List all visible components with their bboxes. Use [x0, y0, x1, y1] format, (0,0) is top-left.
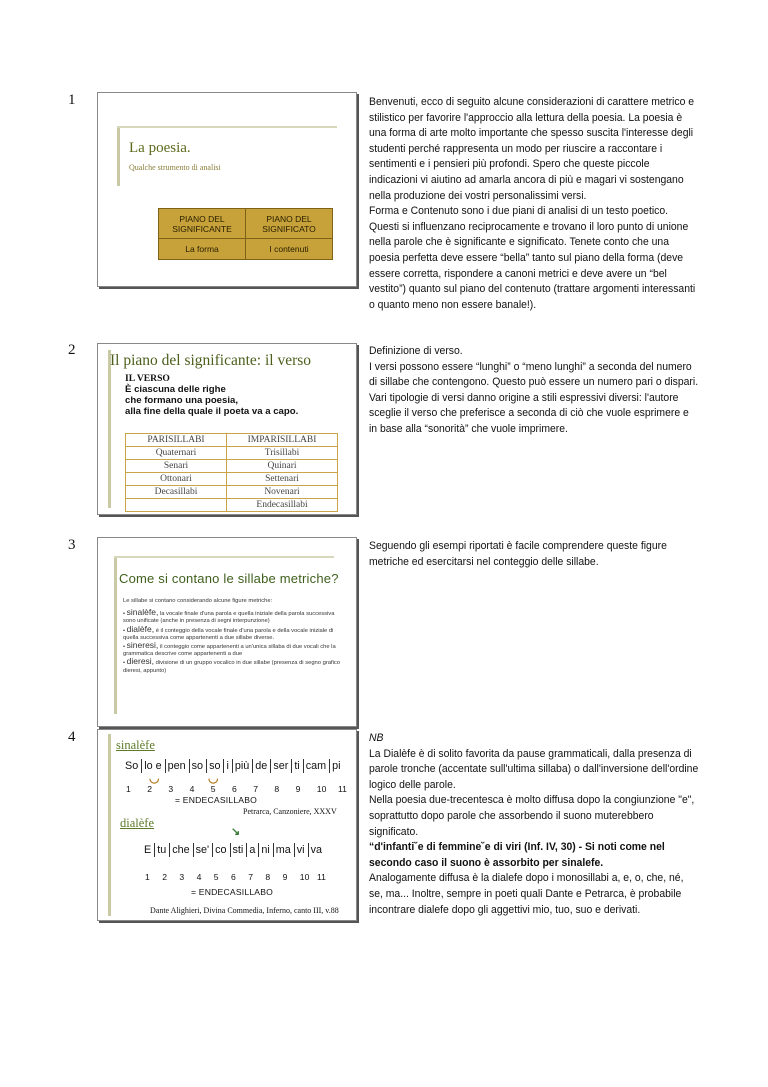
slide-2: [97, 343, 357, 515]
syllable: se': [194, 843, 213, 857]
table-header: PARISILLABI: [126, 434, 227, 447]
syllable-number: 10: [316, 784, 327, 794]
syllable: co: [213, 843, 230, 857]
syllable-number: 3: [168, 784, 174, 794]
syllable-number: 2: [162, 872, 167, 882]
slide-1: [97, 92, 357, 287]
note-paragraph: Seguendo gli esempi riportati è facile comprendere queste figure metriche ed esercitarsi nel conteggio delle sillabe.: [369, 540, 667, 568]
syllable-number: 7: [248, 872, 253, 882]
syllable: ma: [274, 843, 295, 857]
term: sinalèfe,: [126, 607, 159, 618]
slide-title: La poesia.: [129, 140, 191, 156]
figures-list: [123, 598, 348, 675]
syllable-number: 6: [231, 872, 236, 882]
endecasillabo-label: = ENDECASILLABO: [191, 887, 274, 897]
slide-subtitle: Qualche strumento di analisi: [129, 163, 221, 172]
syllable: che: [170, 843, 193, 857]
syllable: più: [233, 759, 253, 773]
dialefe-heading: dialèfe: [120, 816, 155, 830]
planes-table: [158, 208, 333, 260]
sinalefe-mark-icon: ◡: [208, 771, 219, 785]
note-heading: NB: [369, 732, 384, 744]
term: dieresi,: [126, 656, 155, 667]
note-paragraph: Analogamente diffusa è la dialefe dopo i monosillabi a, e, o, che, né, se, ma... Inoltre, sempre in poeti quali Dante e Petrarca, è probabile incontrare dialefe dopo gli aggettivi mio, tuo, suo e derivati.: [369, 872, 684, 916]
verso-line: che formano una poesia,: [125, 395, 239, 406]
table-cell: I contenuti: [246, 239, 333, 260]
verso-line: È ciascuna delle righe: [125, 384, 226, 395]
list-item: • dialèfe, è il conteggio della vocale finale d'una parola e della vocale iniziale di quella successiva come appartenenti a due sillabe diverse.: [123, 623, 334, 641]
notes-2: [369, 344, 699, 438]
sinalefe-mark-icon: ◡: [149, 771, 160, 785]
syllable-number: 4: [196, 872, 202, 882]
notes-4: [369, 731, 699, 918]
verso-definition: [125, 373, 298, 417]
note-paragraph: La Dialèfe è di solito favorita da pause grammaticali, dalla presenza di parole tronche (accentate sull'ultima sillaba) o dall'inversione dell'ordine logico delle parole.: [369, 747, 699, 791]
table-cell: Novenari: [227, 486, 338, 499]
syllable-number: 6: [232, 784, 237, 794]
table-header: IMPARISILLABI: [227, 434, 338, 447]
citation: Dante Alighieri, Divina Commedia, Inferno, canto III, v.88: [150, 906, 339, 915]
syllable-number: 5: [210, 784, 216, 794]
intro-text: Le sillabe si contano considerando alcune figure metriche:: [123, 598, 273, 604]
note-paragraph: Vari tipologie di versi danno origine a stili espressivi diversi: l'autore sceglie il verso che preferisce a seconda di ciò che vuole esprimere e in base alla “sonorità” che vuole imprimere.: [369, 391, 689, 435]
syllable-number: 8: [265, 872, 271, 882]
slide-number: 4: [68, 729, 76, 745]
table-header: PIANO DEL SIGNIFICANTE: [159, 209, 246, 239]
syllable: pi: [332, 760, 341, 772]
term: sineresi,: [126, 640, 159, 651]
syllable-number: 5: [213, 872, 219, 882]
table-header: PIANO DEL SIGNIFICATO: [246, 209, 333, 239]
list-item: • sinalèfe, la vocale finale d'una parola e quella iniziale della parola successiva sono unificate (anche in presenza di segni interpunzione): [123, 607, 335, 625]
endecasillabo-label: = ENDECASILLABO: [175, 795, 258, 805]
table-cell: Decasillabi: [126, 486, 227, 499]
syllable: sti: [231, 843, 248, 857]
arrow-icon: ↘: [231, 826, 241, 838]
table-cell: Quaternari: [126, 447, 227, 460]
notes-1: [369, 95, 699, 313]
table-cell: Quinari: [227, 460, 338, 473]
table-cell: Ottonari: [126, 473, 227, 486]
syllable: E: [142, 843, 155, 857]
syllable-types-table: [125, 433, 338, 512]
syllable: va: [310, 844, 322, 856]
syllable: So: [123, 759, 142, 773]
table-cell: [126, 499, 227, 512]
table-cell: Settenari: [227, 473, 338, 486]
syllable-number: 2: [147, 784, 152, 794]
syllable: tu: [155, 843, 170, 857]
syllable-number: 8: [274, 784, 280, 794]
slide-number: 1: [68, 92, 76, 108]
syllable-number: 3: [179, 872, 185, 882]
syllable-number: 9: [282, 872, 288, 882]
slide-title: Come si contano le sillabe metriche?: [119, 571, 339, 586]
syllable-count-2: [145, 872, 345, 884]
syllable: i: [224, 759, 232, 773]
verse-line-2: [142, 843, 325, 857]
syllable: cam: [304, 759, 330, 773]
notes-3: [369, 539, 699, 570]
note-paragraph: Benvenuti, ecco di seguito alcune considerazioni di carattere metrico e stilistico per favorire l'approccio alla lettura della poesia. La poesia è una forma di arte molto importante che spesso suscita l'interesse degli studenti perché rappresenta un modo per riuscire a raccontare i sentimenti e i pensieri più profondi. Spero che queste piccole indicazioni vi aiutino ad amarla ancora di più e magari vi sostengano nella produzione dei vostri personalissimi versi.: [369, 96, 695, 202]
note-paragraph: “d'infanti˘e di femmine˘e di viri (Inf. IV, 30) - Si noti come nel secondo caso il suono è assorbito per sinalefe.: [369, 841, 665, 869]
syllable: ser: [271, 759, 292, 773]
syllable: ti: [292, 759, 303, 773]
syllable: de: [253, 759, 271, 773]
verso-line: alla fine della quale il poeta va a capo.: [125, 406, 299, 417]
syllable-number: 7: [253, 784, 258, 794]
note-paragraph: Nella poesia due-trecentesca è molto diffusa dopo la congiunzione "e", soprattutto dopo parole che assorbendo il suono muterebbero significato.: [369, 794, 695, 838]
slide-number: 2: [68, 342, 76, 358]
note-paragraph: I versi possono essere “lunghi” o “meno lunghi” a seconda del numero di sillabe che contengono. Questo può essere un numero pari o dispari.: [369, 360, 699, 389]
table-cell: La forma: [159, 239, 246, 260]
syllable: a: [247, 843, 259, 857]
syllable-number: 11: [338, 784, 347, 794]
verso-title: IL VERSO: [125, 373, 170, 384]
syllable-number: 10: [299, 872, 310, 882]
syllable-number: 1: [126, 784, 131, 794]
slide-number: 3: [68, 537, 76, 553]
syllable: so: [190, 759, 207, 773]
citation: Petrarca, Canzoniere, XXXV: [243, 807, 337, 816]
syllable: ni: [259, 843, 273, 857]
note-paragraph: Definizione di verso.: [369, 345, 463, 357]
syllable: vi: [295, 843, 309, 857]
slide-4: [97, 729, 357, 921]
syllable-number: 1: [145, 872, 150, 882]
syllable-number: 4: [189, 784, 195, 794]
syllable: pen: [166, 759, 190, 773]
note-paragraph: Forma e Contenuto sono i due piani di analisi di un testo poetico. Questi si influenzano reciprocamente e trovano il loro punto di unione nella parole che è significante e significato. Tenete conto che una poesia perfetta deve essere “bella” tanto sul piano della forma (deve essere corretta, rispondere a canoni metrici e deve avere un “bel vestito”) quanto sul piano del contenuto (trattare argomenti interessanti o quanto meno non essere banale!).: [369, 205, 696, 311]
slide-title: Il piano del significante: il verso: [110, 352, 312, 369]
syllable: so: [207, 759, 224, 773]
slide-3: [97, 537, 357, 727]
syllable: lo e: [142, 759, 165, 773]
sinalefe-heading: sinalèfe: [116, 738, 155, 752]
syllable-number: 9: [295, 784, 301, 794]
table-cell: Endecasillabi: [227, 499, 338, 512]
term: dialèfe,: [126, 623, 155, 634]
list-item: • sineresi, il conteggio come appartenenti a un'unica sillaba di due vocali che la grammatica descrive come appartenenti a due: [123, 640, 336, 658]
table-cell: Senari: [126, 460, 227, 473]
syllable-number: 11: [317, 872, 326, 882]
list-item: • dieresi, divisione di un gruppo vocalico in due sillabe (presenza di segno grafico dieresi, appunto): [123, 656, 340, 674]
table-cell: Trisillabi: [227, 447, 338, 460]
